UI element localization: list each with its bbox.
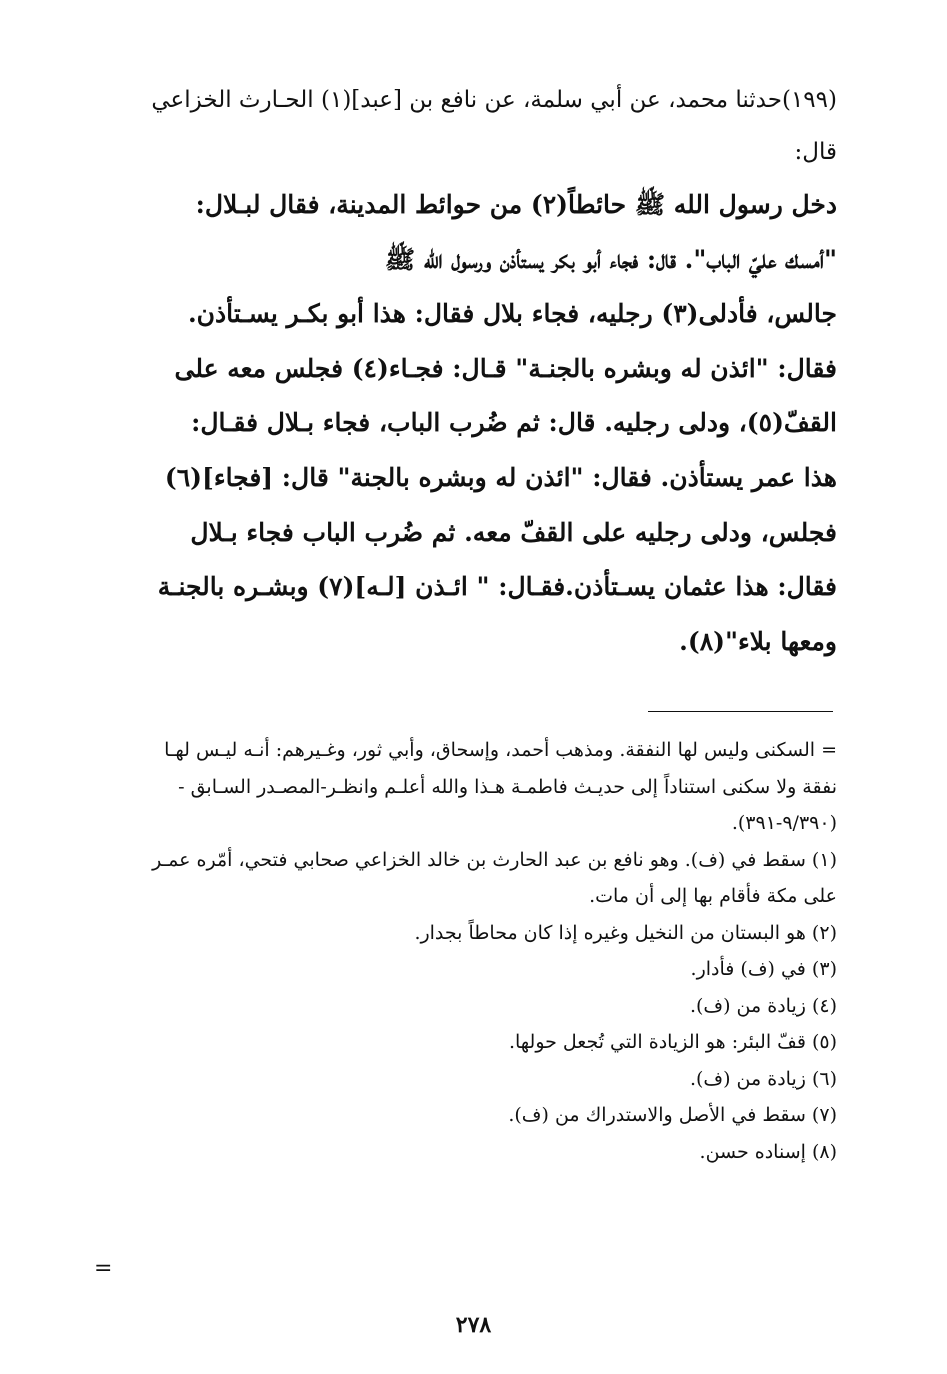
hadith-line: فقال: هذا عثمان يسـتأذن.فقـال: " ائـذن [لـه](٧) وبشـره بالجنـة — [157, 572, 837, 602]
hadith-line: "أمسك عليّ الباب". قال: فجاء أبو بكر يستأذن ورسول الله ﷺ — [384, 244, 837, 274]
footnote-4: (٤) زيادة من (ف). — [689, 994, 837, 1017]
footnote-separator — [648, 711, 833, 712]
hadith-line: فقال: "ائذن له وبشره بالجنـة" قـال: فجـاء(٤) فجلس معه على — [174, 353, 837, 383]
hadith-line: ومعها بلاء"(٨). — [679, 626, 837, 656]
hadith-text — [92, 74, 837, 669]
footnote-1-line: على مكة فأقام بها إلى أن مات. — [589, 885, 837, 907]
footnote-3: (٣) في (ف) فأدار. — [690, 958, 837, 980]
footnote-continuation-line: = السكنى وليس لها النفقة. ومذهب أحمد، وإسحاق، وأبي ثور، وغـيرهم: أنـه ليـس لهـا — [164, 739, 837, 761]
footnote-5: (٥) قفّ البئر: هو الزيادة التي تُجعل حولها. — [508, 1031, 837, 1053]
hadith-line: جالس، فأدلى(٣) رجليه، فجاء بلال فقال: هذا أبو بكـر يسـتأذن. — [187, 299, 837, 329]
footnote-continues-mark: = — [94, 1256, 113, 1281]
footnote-6: (٦) زيادة من (ف). — [689, 1067, 837, 1090]
footnote-8: (٨) إسناده حسن. — [699, 1140, 837, 1163]
footnotes — [92, 732, 837, 1170]
footnote-7: (٧) سقط في الأصل والاستدراك من (ف). — [508, 1104, 837, 1126]
hadith-intro-line: قال: — [794, 139, 837, 165]
footnote-2: (٢) هو البستان من النخيل وغيره إذا كان محاطاً بجدار. — [414, 921, 837, 944]
hadith-line: فجلس، ودلى رجليه على القفّ معه. ثم ضُرب الباب فجاء بـلال — [190, 517, 837, 547]
footnote-continuation-line: (٩/٣٩٠-٣٩١). — [731, 812, 837, 834]
hadith-line: هذا عمر يستأذن. فقال: "ائذن له وبشره بالجنة" قال: [فجاء](٦) — [164, 462, 837, 492]
page-number: ٢٧٨ — [455, 1312, 492, 1338]
hadith-intro-line: (١٩٩)حدثنا محمد، عن أبي سلمة، عن نافع بن [عبد](١) الحـارث الخزاعي — [151, 87, 837, 113]
hadith-line: دخل رسول الله ﷺ حائطاً(٢) من حوائط المدينة، فقال لبـلال: — [195, 190, 837, 219]
footnote-1-line: (١) سقط في (ف). وهو نافع بن عبد الحارث بن خالد الخزاعي صحابي فتحي، أمّره عمـر — [152, 848, 837, 871]
footnote-continuation-line: نفقة ولا سكنى استناداً إلى حديـث فاطمـة هـذا والله أعلـم وانظـر-المصـدر السـابق - — [178, 775, 837, 798]
hadith-line: القفّ(٥)، ودلى رجليه. قال: ثم ضُرب الباب، فجاء بـلال فقـال: — [191, 408, 837, 438]
